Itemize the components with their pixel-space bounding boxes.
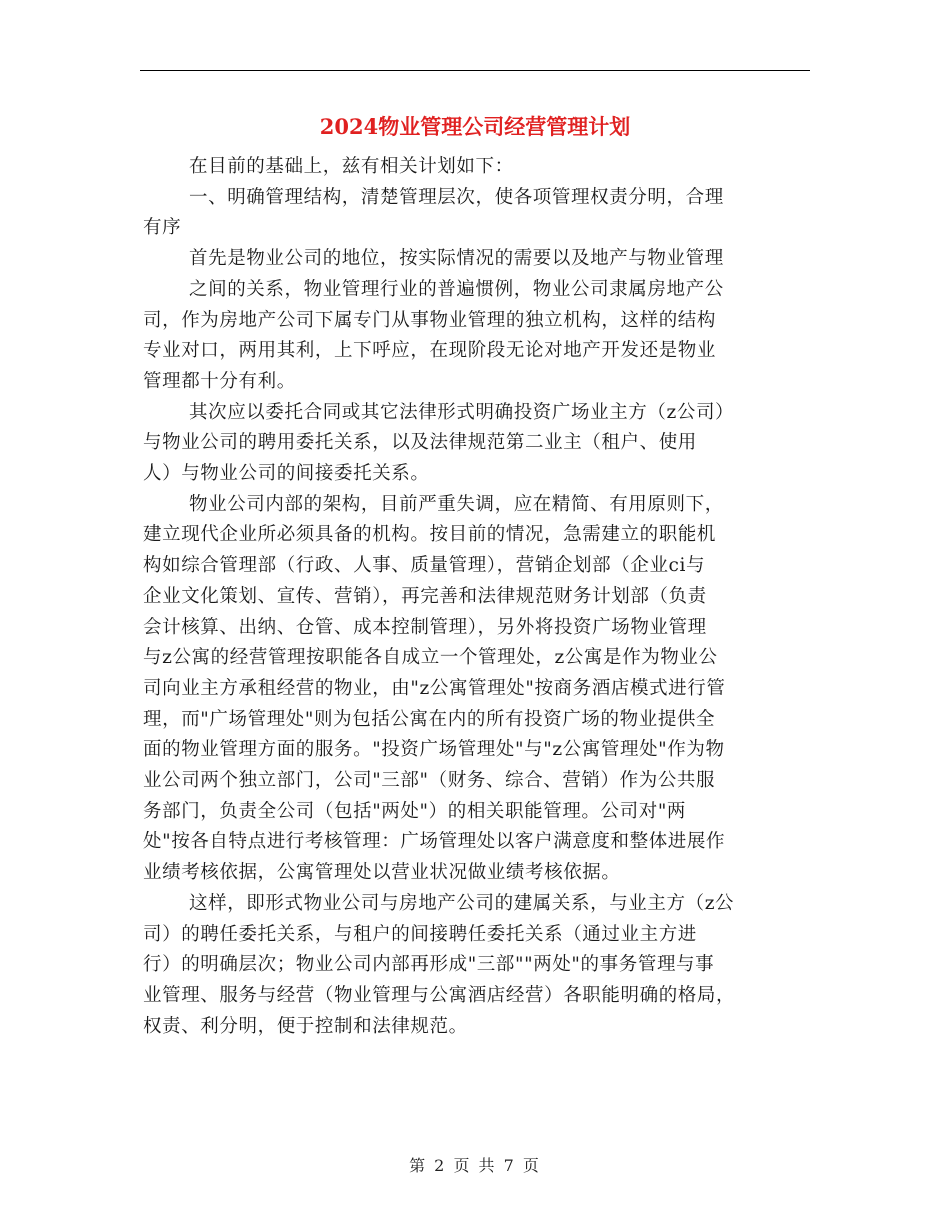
text-line: 会计核算、出纳、仓管、成本控制管理），另外将投资广场物业管理: [143, 616, 707, 638]
text-line: 业管理、服务与经营（物业管理与公寓酒店经营）各职能明确的格局，: [143, 984, 736, 1006]
paragraph-company-position: [143, 244, 811, 398]
text-line: 行）的明确层次；物业公司内部再形成"三部""两处"的事务管理与事: [143, 954, 715, 976]
paragraph-internal-structure: [143, 490, 811, 889]
text-line: 权责、利分明，便于控制和法律规范。: [143, 1015, 468, 1037]
paragraph-conclusion: [143, 889, 811, 1043]
text-line: 司向业主方承租经营的物业，由"z公寓管理处"按商务酒店模式进行管: [143, 677, 726, 699]
text-line: 管理都十分有利。: [143, 370, 296, 392]
text-line: 之间的关系，物业管理行业的普遍惯例，物业公司隶属房地产公: [189, 278, 724, 300]
text-line: 人）与物业公司的间接委托关系。: [143, 463, 430, 485]
text-line: 理，而"广场管理处"则为包括公寓在内的所有投资广场的物业提供全: [143, 708, 716, 730]
text-line: 构如综合管理部（行政、人事、质量管理），营销企划部（企业ci与: [143, 555, 706, 577]
text-line: 司）的聘任委托关系，与租户的间接聘任委托关系（通过业主方进: [143, 923, 697, 945]
text-line: 与物业公司的聘用委托关系，以及法律规范第二业主（租户、使用: [143, 432, 697, 454]
text-line: 专业对口，两用其利，上下呼应，在现阶段无论对地产开发还是物业: [143, 340, 717, 362]
text-line: 有序: [143, 217, 182, 239]
text-line: 企业文化策划、宣传、营销），再完善和法律规范财务计划部（负责: [143, 585, 707, 607]
document-body: [143, 152, 811, 1042]
text-line: 物业公司内部的架构，目前严重失调，应在精简、有用原则下，: [189, 493, 724, 515]
paragraph-entrustment: [143, 398, 811, 490]
header-rule: [140, 70, 810, 71]
text-line: 业绩考核依据，公寓管理处以营业状况做业绩考核依据。: [143, 862, 621, 884]
text-line: 业公司两个独立部门，公司"三部"（财务、综合、营销）作为公共服: [143, 770, 716, 792]
text-line: 这样，即形式物业公司与房地产公司的建属关系，与业主方（z公: [189, 892, 735, 914]
text-line: 在目前的基础上，兹有相关计划如下：: [189, 156, 514, 177]
page-footer: 第 2 页 共 7 页: [409, 1156, 541, 1175]
text-line: 首先是物业公司的地位，按实际情况的需要以及地产与物业管理: [189, 248, 724, 270]
document-title: 2024物业管理公司经营管理计划: [319, 114, 631, 139]
text-line: 司，作为房地产公司下属专门从事物业管理的独立机构，这样的结构: [143, 309, 717, 331]
paragraph-intro: [143, 152, 811, 183]
paragraph-section-heading: [143, 183, 811, 244]
text-line: 务部门，负责全公司（包括"两处"）的相关职能管理。公司对"两: [143, 800, 687, 822]
text-line: 建立现代企业所必须具备的机构。按目前的情况，急需建立的职能机: [143, 524, 717, 546]
text-line: 一、明确管理结构，清楚管理层次，使各项管理权责分明，合理: [189, 186, 724, 208]
text-line: 其次应以委托合同或其它法律形式明确投资广场业主方（z公司）: [189, 401, 735, 423]
text-line: 与z公寓的经营管理按职能各自成立一个管理处，z公寓是作为物业公: [143, 647, 718, 669]
text-line: 处"按各自特点进行考核管理：广场管理处以客户满意度和整体进展作: [143, 831, 726, 853]
text-line: 面的物业管理方面的服务。"投资广场管理处"与"z公寓管理处"作为物: [143, 739, 725, 761]
